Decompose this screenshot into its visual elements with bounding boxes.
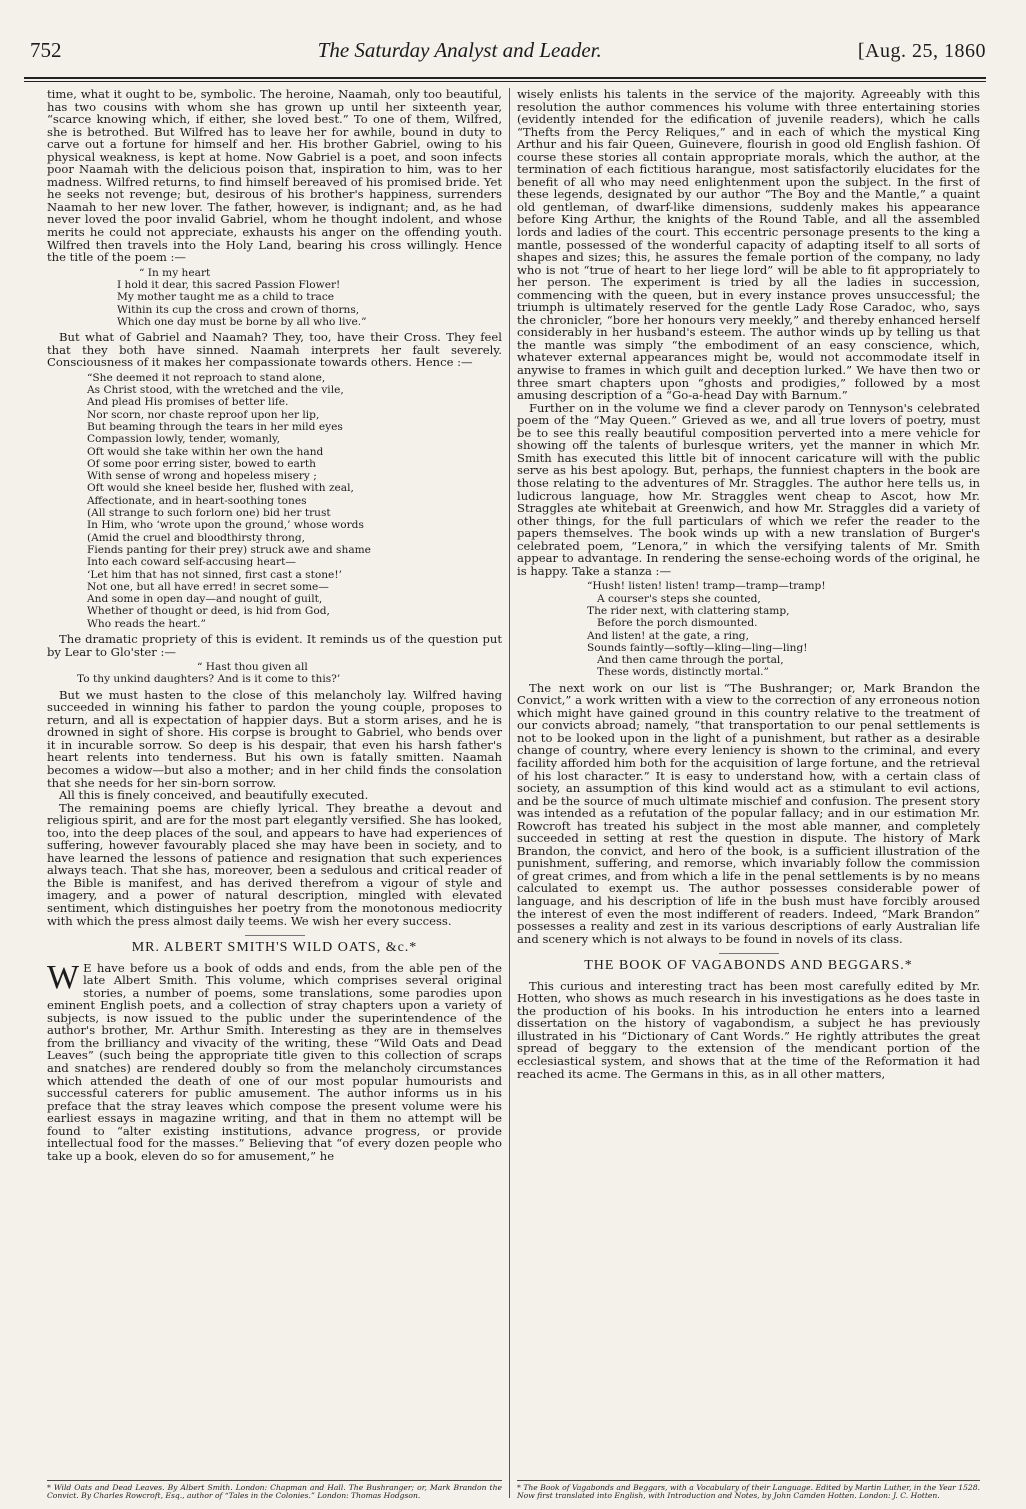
section-separator: [245, 935, 305, 936]
paragraph: The next work on our list is “The Bushranger; or, Mark Brandon the Convict,” a work written with a view to the correction of any erroneous notion which might have gained ground in this country relative to the treatment of our convicts abroad; namely, “that transportation to our penal settlements is not to be looked upon in the light of a punishment, but rather as a desirable change of country, where every leniency is shown to the criminal, and every facility afforded him both for the acquisition of large fortune, and the retrieval of his lost character.” It is easy to understand how, with a certain class of society, an assumption of this kind would act as a stimulant to evil actions, and be the source of much ultimate mischief and confusion. The present story was intended as a refutation of the popular fallacy; and in our estimation Mr. Rowcroft has treated his subject in the most able manner, and completely succeeded in setting at rest the question in dispute. The history of Mark Brandon, the convict, and hero of the book, is a sufficient illustration of the punishment, suffering, and remorse, which invariably follow the commission of great crimes, and from which a life in the penal settlements is by no means calculated to exempt us. The author possesses considerable power of language, and his description of life in the bush must have forcibly aroused the interest of even the most indifferent of readers. Indeed, “Mark Brandon” possesses a reality and zest in its various descriptions of early Australian life and scenery which is not always to be found in novels of its class.: [517, 680, 980, 946]
poem-line: “ In my heart: [139, 266, 211, 279]
poem-line: Oft would she take within her own the hand: [87, 445, 324, 458]
poem-line: Within its cup the cross and crown of thorns,: [117, 303, 360, 316]
poem-line: A courser's steps she counted,: [597, 592, 761, 605]
poem-lear-quote: [77, 661, 502, 686]
footnote-left: * Wild Oats and Dead Leaves. By Albert Smith. London: Chapman and Hall. The Bushranger; or, Mark Brandon the Convict. By Charles Rowcroft, Esq., author of “Tales in the Colonies.” London: Thomas Hodgson.: [47, 1483, 502, 1501]
paragraph: wisely enlists his talents in the service of the majority. Agreeably with this resolution the author commences his volume with three entertaining stories (evidently intended for the edification of juvenile readers), which he calls “Thefts from the Percy Reliques,” and in each of which the mystical King Arthur and his fair Queen, Guinevere, flourish in good old English fashion. Of course these stories all contain appropriate morals, which the author, at the termination of each fictitious harangue, most satisfactorily elucidates for the benefit of all who may need enlightenment upon the subject. In the first of these legends, designated by our author “The Boy and the Mantle,” a quaint old gentleman, of dwarf-like dimensions, suddenly makes his appearance before King Arthur, the knights of the Round Table, and all the assembled lords and ladies of the court. This eccentric personage presents to the king a mantle, possessed of the wonderful capacity of adapting itself to all sorts of shapes and sizes; this, he assures the female portion of the company, no lady who is not “true of heart to her liege lord” will be able to fit appropriately to her person. The experiment is tried by all the ladies in succession, commencing with the queen, but in every instance proves unsuccessful; the triumph is ultimately reserved for the gentle Lady Rose Caradoc, who, says the chronicler, “bore her honours very meekly,” and thereby enhanced herself considerably in her husband's esteem. The author winds up by telling us that the mantle was simply “the embodiment of an easy conscience, which, whatever external appearances might be, would not accommodate itself in anywise to frames in which guilt and deception lurked.” We have then two or three smart chapters upon “ghosts and prodigies,” followed by a most amusing description of a “Go-a-head Day with Barnum.”: [517, 88, 980, 403]
page-number: 752: [30, 38, 62, 62]
footnote-right: * The Book of Vagabonds and Beggars, with a Vocabulary of their Language. Edited by Martin Luther, in the Year 1528. Now first translated into English, with Introduction and Notes, by John Camden Hotten. London: J. C. Hotten.: [517, 1483, 980, 1501]
poem-passion-flower: [117, 267, 502, 328]
poem-line: Sounds faintly—softly—kling—ling—ling!: [587, 641, 808, 654]
poem-line: (Amid the cruel and bloodthirsty throng,: [87, 531, 305, 544]
page-header: [30, 38, 986, 72]
footnote-rule: [47, 1480, 502, 1481]
header-rule-thin: [24, 81, 986, 82]
column-divider: [509, 88, 510, 1498]
poem-line: To thy unkind daughters? And is it come to this?’: [77, 673, 341, 686]
left-column: [47, 88, 502, 1476]
poem-line: These words, distinctly mortal.”: [597, 666, 769, 679]
right-column: [517, 88, 980, 1476]
poem-line: But beaming through the tears in her mild eyes: [87, 420, 343, 433]
poem-line: ‘Let him that has not sinned, first cast a stone!’: [87, 568, 342, 581]
header-rule: [24, 77, 986, 79]
article-heading: THE BOOK OF VAGABONDS AND BEGGARS.*: [584, 958, 913, 974]
poem-she-deemed: [87, 372, 502, 630]
poem-line: Into each coward self-accusing heart—: [87, 556, 296, 569]
poem-line: With sense of wrong and hopeless misery ;: [87, 470, 317, 483]
poem-line: Which one day must be borne by all who live.”: [117, 315, 367, 328]
poem-line: Of some poor erring sister, bowed to earth: [87, 457, 316, 470]
poem-line: My mother taught me as a child to trace: [117, 291, 335, 304]
footnote-rule: [517, 1480, 980, 1481]
poem-line: And listen! at the gate, a ring,: [587, 629, 749, 642]
paragraph-text: E have before us a book of odds and ends, from the able pen of the late Albert Smith. This volume, which comprises several original stories, a number of poems, some translations, some parodies upon eminent English poets, and a collection of stray chapters upon a variety of subjects, is now issued to the public under the superintendence of the author's brother, Mr. Arthur Smith. Interesting as they are in themselves from the brilliancy and vivacity of the writing, these “Wild Oats and Dead Leaves” (such being the appropriate title given to this collection of scraps and snatches) are rendered doubly so from the melancholy circumstances which attended the death of one of our most popular humourists and successful caterers for public amusement. The author informs us in his preface that the stray leaves which compose the present volume were his earliest essays in magazine writing, and that in them no attempt will be found to “alter existing institutions, advance progress, or provide intellectual food for the masses.” Believing that “of every dozen people who take up a book, eleven do so for amusement,” he: [47, 960, 502, 1163]
drop-cap: W: [47, 958, 80, 996]
poem-line: Before the porch dismounted.: [597, 617, 758, 630]
issue-date: [Aug. 25, 1860: [857, 40, 986, 62]
paragraph: This curious and interesting tract has been most carefully edited by Mr. Hotten, who shows as much research in his investigations as he does taste in the production of his books. In his introduction he enters into a learned dissertation on the history of vagabondism, a subject he has previously illustrated in his “Dictionary of Cant Words.” He rightly attributes the great spread of beggary to the extension of the mendicant portion of the ecclesiastical system, and shows that at the time of the Reformation it had reached its acme. The Germans in this, as in all other matters,: [517, 978, 980, 1081]
poem-line: Whether of thought or deed, is hid from God,: [87, 605, 330, 618]
paragraph: time, what it ought to be, symbolic. The heroine, Naamah, only too beautiful, has two cousins with whom she has grown up until her sixteenth year, “scarce knowing which, if either, she loved best.” To one of them, Wilfred, she is betrothed. But Wilfred has to leave her for awhile, bound in duty to carve out a fortune for himself and her. His brother Gabriel, owing to his physical weakness, is kept at home. Now Gabriel is a poet, and soon infects poor Naamah with the delicious poison that, inspiration to him, was to her madness. Wilfred returns, to find himself bereaved of his promised bride. Yet he seeks not revenge; but, desirous of his brother's happiness, surrenders Naamah to her new lover. The father, however, is indignant; and, as he had never loved the poor invalid Gabriel, whom he thought indolent, and whose merits he could not appreciate, exhausts his anger on the offending youth. Wilfred then travels into the Holy Land, bearing his cross willingly. Hence the title of the poem :—: [47, 88, 502, 265]
poem-line: And plead His promises of better life.: [87, 396, 289, 409]
poem-line: Fiends panting for their prey) struck awe and shame: [87, 543, 371, 556]
poem-lenora-stanza: [587, 580, 980, 678]
paragraph: The dramatic propriety of this is evident. It reminds us of the question put by Lear to Glo'ster :—: [47, 632, 502, 659]
article-heading: MR. ALBERT SMITH'S WILD OATS, &c.*: [131, 940, 418, 956]
paragraph: Further on in the volume we find a clever parody on Tennyson's celebrated poem of the “May Queen.” Grieved as we, and all true lovers of poetry, must be to see this really beautiful composition perverted into a mere vehicle for showing off the talents of burlesque writers, yet the manner in which Mr. Smith has executed this little bit of innocent caricature will with the public serve as his best apology. But, perhaps, the funniest chapters in the book are those relating to the adventures of Mr. Straggles. The author here tells us, in ludicrous language, how Mr. Straggles went cheap to Ascot, how Mr. Straggles ate whitebait at Greenwich, and how Mr. Straggles did a variety of other things, for the full particulars of which we refer the reader to the papers themselves. The book winds up with a new translation of Burger's celebrated poem, “Lenora,” in which the versifying talents of Mr. Smith appear to advantage. In rendering the sense-echoing words of the original, he is happy. Take a stanza :—: [517, 400, 980, 578]
poem-line: “She deemed it not reproach to stand alone,: [87, 371, 326, 384]
section-separator: [719, 953, 779, 954]
poem-line: I hold it dear, this sacred Passion Flower!: [117, 278, 341, 291]
poem-line: Affectionate, and in heart-soothing tones: [87, 494, 307, 507]
poem-line: In Him, who ‘wrote upon the ground,’ whose words: [87, 519, 364, 532]
poem-line: “ Hast thou given all: [197, 661, 308, 674]
poem-line: And some in open day—and nought of guilt,: [87, 593, 323, 606]
paragraph-with-dropcap: [47, 958, 502, 1163]
poem-line: Compassion lowly, tender, womanly,: [87, 433, 280, 446]
poem-line: Nor scorn, nor chaste reproof upon her lip,: [87, 408, 320, 421]
poem-line: “Hush! listen! listen! tramp—tramp—tramp!: [587, 580, 826, 593]
paragraph: The remaining poems are chiefly lyrical. They breathe a devout and religious spirit, and are for the most part elegantly versified. She has looked, too, into the deep places of the soul, and appears to have had experiences of suffering, however favourably placed she may have been in society, and to have learned the lessons of patience and resignation that such experiences always teach. That she has, moreover, been a sedulous and critical reader of the Bible is manifest, and has derived therefrom a vigour of style and imagery, and a power of natural description, mingled with elevated sentiment, which distinguishes her poetry from the monotonous mediocrity with which the press almost daily teems. We wish her every success.: [47, 800, 502, 928]
paragraph: All this is finely conceived, and beautifully executed.: [59, 788, 369, 803]
poem-line: Not one, but all have erred! in secret some—: [87, 580, 329, 593]
journal-title: The Saturday Analyst and Leader.: [317, 38, 602, 62]
poem-line: (All strange to such forlorn one) bid her trust: [87, 507, 331, 520]
paragraph: But we must hasten to the close of this melancholy lay. Wilfred having succeeded in winning his father to pardon the young couple, proposes to return, and all is expectation of happier days. But a storm arises, and he is drowned in sight of shore. His corpse is brought to Gabriel, who bends over it in incurable sorrow. So deep is his despair, that even his harsh father's heart relents into tenderness. But his own is fatally smitten. Naamah becomes a widow—but also a mother; and in her child finds the consolation that she needs for her sin-born sorrow.: [47, 687, 502, 790]
paragraph: But what of Gabriel and Naamah? They, too, have their Cross. They feel that they both have sinned. Naamah interprets her fault severely. Consciousness of it makes her compassionate towards others. Hence :—: [47, 330, 502, 370]
poem-line: And then came through the portal,: [597, 654, 784, 667]
poem-line: Who reads the heart.”: [87, 617, 206, 630]
poem-line: The rider next, with clattering stamp,: [587, 604, 790, 617]
poem-line: As Christ stood, with the wretched and the vile,: [87, 384, 344, 397]
poem-line: Oft would she kneel beside her, flushed with zeal,: [87, 482, 354, 495]
